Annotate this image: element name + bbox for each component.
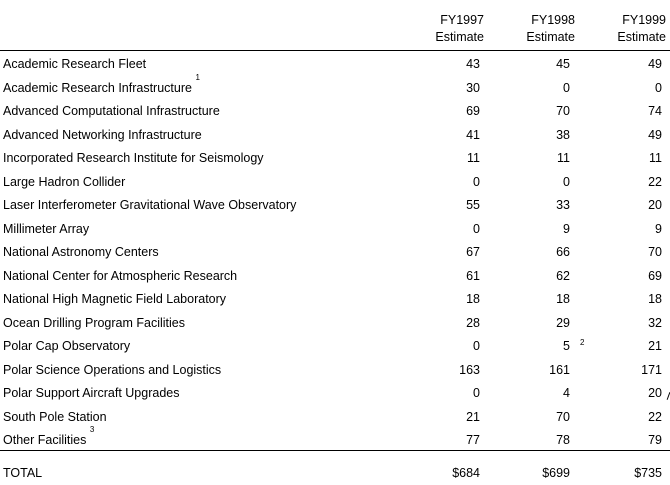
cell-fy1997: 67 <box>466 245 480 259</box>
row-label-text: Millimeter Array <box>3 221 90 236</box>
row-label-text: National Astronomy Centers <box>3 245 159 259</box>
cell-fy1998: 78 <box>556 433 570 447</box>
header-rule <box>0 50 670 51</box>
row-label-text: Large Hadron Collider <box>3 174 126 189</box>
row-label-text: Academic Research Infrastructure <box>3 80 192 95</box>
row-label <box>3 241 159 263</box>
column-header-fy1999 <box>600 12 666 46</box>
cell-fy1997: 163 <box>459 362 480 377</box>
row-label-text: National Center for Atmospheric Research <box>3 268 238 283</box>
cell-fy1999: 9 <box>655 221 662 236</box>
cell-fy1999: 20 <box>648 198 662 212</box>
row-label <box>3 100 220 122</box>
row-label <box>3 194 296 216</box>
cell-fy1997: 28 <box>466 315 480 330</box>
cell-fy1998: 9 <box>563 221 570 236</box>
total-fy1999: $735 <box>634 466 662 480</box>
row-label-text: Advanced Computational Infrastructure <box>3 104 220 118</box>
footnote-marker: 2 <box>580 338 585 347</box>
cell-fy1998: 4 <box>563 386 570 400</box>
table-row <box>0 288 670 310</box>
cell-fy1997: 43 <box>466 57 480 71</box>
table-row <box>0 194 670 216</box>
cell-fy1997: 0 <box>473 174 480 189</box>
cell-fy1997: 0 <box>473 386 480 400</box>
column-header-fy1998 <box>510 12 575 46</box>
column-subtitle: Estimate <box>526 30 575 44</box>
cell-fy1997: 61 <box>466 268 480 283</box>
table-row <box>0 171 670 193</box>
row-label <box>3 124 202 146</box>
row-label-text: Laser Interferometer Gravitational Wave Observatory <box>3 198 297 212</box>
cell-fy1999: 49 <box>648 57 662 71</box>
cell-fy1998: 0 <box>563 80 570 95</box>
total-row <box>0 462 670 484</box>
cell-fy1998: 70 <box>556 409 570 424</box>
row-label <box>3 425 95 451</box>
row-label <box>3 335 130 357</box>
table-row <box>0 241 670 263</box>
cell-fy1998: 5 <box>563 339 570 353</box>
row-label-text: Polar Support Aircraft Upgrades <box>3 386 180 400</box>
cell-fy1999: 0 <box>655 80 662 95</box>
column-header-fy1997 <box>420 12 484 46</box>
cell-fy1998: 18 <box>556 292 570 306</box>
cell-fy1999: 171 <box>641 362 662 377</box>
table-row <box>0 72 670 99</box>
row-label <box>3 288 226 310</box>
cell-fy1999: 49 <box>648 127 662 142</box>
cell-fy1997: 41 <box>466 127 480 142</box>
column-subtitle: Estimate <box>435 30 484 44</box>
cell-fy1998: 29 <box>556 315 570 330</box>
row-label <box>3 147 264 169</box>
row-label-text: Polar Science Operations and Logistics <box>3 362 222 377</box>
table-row <box>0 53 670 75</box>
cell-fy1997: 21 <box>466 409 480 424</box>
cell-fy1999: 18 <box>648 292 662 306</box>
row-label <box>3 359 221 381</box>
cell-fy1999: 22 <box>648 409 662 424</box>
cell-fy1997: 30 <box>466 80 480 95</box>
row-label-text: National High Magnetic Field Laboratory <box>3 292 227 306</box>
cell-fy1998: 0 <box>563 174 570 189</box>
row-label <box>3 382 179 404</box>
cell-fy1997: 11 <box>467 151 480 165</box>
column-year: FY1999 <box>622 13 666 27</box>
table-row <box>0 218 670 240</box>
row-label-text: Incorporated Research Institute for Seismology <box>3 151 264 165</box>
cell-fy1997: 0 <box>473 221 480 236</box>
cell-fy1997: 18 <box>466 292 480 306</box>
cell-fy1999: 79 <box>648 433 662 447</box>
footnote-marker: 3 <box>89 425 95 434</box>
row-label <box>3 312 185 334</box>
row-label-text: Academic Research Fleet <box>3 57 147 71</box>
row-label-text: Other Facilities <box>3 433 87 447</box>
cell-fy1998: 62 <box>556 268 570 283</box>
table-row <box>0 100 670 122</box>
cell-fy1998: 70 <box>556 104 570 118</box>
table-row <box>0 265 670 287</box>
cell-fy1999: 69 <box>648 268 662 283</box>
row-label-text: Advanced Networking Infrastructure <box>3 127 202 142</box>
cell-fy1997: 55 <box>466 198 480 212</box>
column-subtitle: Estimate <box>617 30 666 44</box>
row-label <box>3 218 89 240</box>
row-label-text: South Pole Station <box>3 409 107 424</box>
cell-fy1998: 161 <box>549 362 570 377</box>
table-row <box>0 312 670 334</box>
cell-fy1997: 77 <box>466 433 480 447</box>
row-label-text: Ocean Drilling Program Facilities <box>3 315 186 330</box>
total-label: TOTAL <box>3 466 43 480</box>
cell-fy1998: 11 <box>557 151 570 165</box>
cell-fy1999: 32 <box>648 315 662 330</box>
table-row <box>0 359 670 381</box>
cell-fy1998: 66 <box>556 245 570 259</box>
cell-fy1999: 20 <box>648 386 662 400</box>
table-row <box>0 382 670 404</box>
table-row <box>0 406 670 428</box>
cell-fy1999: 21 <box>648 339 662 353</box>
cell-fy1998: 45 <box>556 57 570 71</box>
cell-fy1998: 38 <box>556 127 570 142</box>
cell-fy1999: 11 <box>649 151 662 165</box>
total-fy1997: $684 <box>452 466 480 480</box>
column-year: FY1998 <box>531 13 575 27</box>
cell-fy1997: 69 <box>466 104 480 118</box>
total-rule <box>0 450 670 451</box>
row-label <box>3 53 146 75</box>
cell-fy1999: 22 <box>648 174 662 189</box>
row-label-text: Polar Cap Observatory <box>3 339 131 353</box>
cell-fy1999: 70 <box>648 245 662 259</box>
row-label <box>3 171 125 193</box>
column-year: FY1997 <box>440 13 484 27</box>
table-row <box>0 124 670 146</box>
table-row <box>0 147 670 169</box>
total-fy1998: $699 <box>542 466 570 480</box>
table-row <box>0 425 670 451</box>
cell-fy1998: 33 <box>556 198 570 212</box>
cell-fy1999: 74 <box>648 104 662 118</box>
footnote-marker: 1 <box>195 72 200 82</box>
cell-fy1997: 0 <box>473 339 480 353</box>
row-label <box>3 72 200 99</box>
table-row <box>0 335 670 357</box>
row-label <box>3 265 237 287</box>
